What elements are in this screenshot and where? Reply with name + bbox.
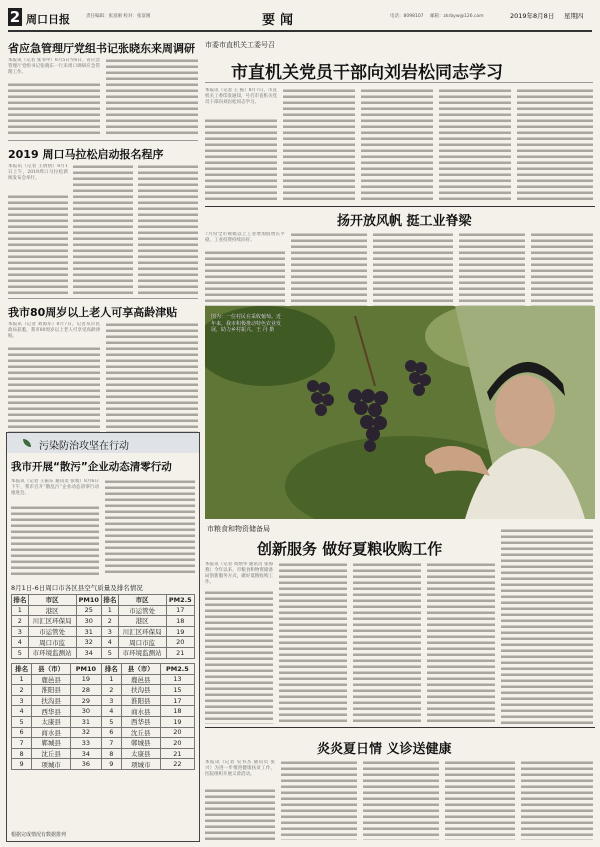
table-cell: 34 <box>71 748 102 759</box>
table-cell: 6 <box>12 727 32 738</box>
pollution-lead: 本报讯（记者 王振东 通讯员 张娟）8月6日下午，我市召开“散乱污”企业动态清零行动推进会。 <box>11 479 99 496</box>
table-cell: 1 <box>12 605 29 616</box>
table-cell: 20 <box>160 727 194 738</box>
table-cell: 29 <box>71 695 102 706</box>
table-header-cell: 县（市） <box>32 664 71 675</box>
table-cell: 28 <box>71 685 102 696</box>
table-cell: 项城市 <box>32 759 71 770</box>
table-cell: 2 <box>12 685 32 696</box>
leaf-icon <box>23 439 31 447</box>
table-cell: 淮阳县 <box>121 695 160 706</box>
table-cell: 5 <box>12 647 29 658</box>
table-cell: 太康县 <box>32 716 71 727</box>
table-cell: 4 <box>102 637 119 648</box>
table-cell: 33 <box>71 738 102 749</box>
table-cell: 5 <box>102 647 119 658</box>
table-cell: 郸城县 <box>32 738 71 749</box>
table-cell: 19 <box>160 716 194 727</box>
table-cell: 18 <box>160 706 194 717</box>
table-header-cell: 排名 <box>12 664 32 675</box>
table-cell: 1 <box>102 605 119 616</box>
table-cell: 30 <box>76 616 101 627</box>
table-cell: 13 <box>160 674 194 685</box>
table-cell: 川汇区环保局 <box>28 616 76 627</box>
table-cell: 西华县 <box>121 716 160 727</box>
table-cell: 鹿邑县 <box>32 674 71 685</box>
table-cell: 5 <box>101 716 121 727</box>
table-cell: 15 <box>160 685 194 696</box>
table-cell: 3 <box>101 695 121 706</box>
table-cell: 4 <box>12 637 29 648</box>
table-cell: 30 <box>71 706 102 717</box>
table-row <box>12 727 195 738</box>
table-cell: 3 <box>102 626 119 637</box>
industry-title: 扬开放风帆 挺工业脊梁 <box>337 214 472 229</box>
table-cell: 商水县 <box>32 727 71 738</box>
table-cell: 31 <box>76 626 101 637</box>
table-cell: 2 <box>101 685 121 696</box>
table-cell: 19 <box>71 674 102 685</box>
table-header-cell: 县（市） <box>121 664 160 675</box>
table-note: 根据完成情况有数据排列 <box>11 832 67 838</box>
feature-lead: 本报讯（记者 王 振）8月7日，市直机关工委印发通知，号召市直机关党员干部向刘岩松同志学习。 <box>205 88 277 105</box>
table-cell: 21 <box>160 748 194 759</box>
editor-meta: 责任编辑：张富刚 校对：张富刚 <box>86 14 151 19</box>
photo-caption: 图为：一位村民在采收葡萄。近年来，我市积极推动特色农业发展，助力乡村振兴。王 丹 摄 <box>211 314 282 333</box>
table-header-cell: PM10 <box>76 595 101 606</box>
table-cell: 9 <box>101 759 121 770</box>
table-header-cell: 市区 <box>118 595 166 606</box>
left-column <box>8 34 198 454</box>
table-cell: 36 <box>71 759 102 770</box>
table-row <box>12 748 195 759</box>
feature-article <box>205 34 595 204</box>
table-cell: 淮阳县 <box>32 685 71 696</box>
table-cell: 市运管处 <box>118 605 166 616</box>
table-row <box>12 626 195 637</box>
industry-article <box>205 206 595 306</box>
table-cell: 市运管处 <box>28 626 76 637</box>
grape-harvest-photo <box>205 306 595 519</box>
table-cell: 周口市监 <box>28 637 76 648</box>
pollution-title: 我市开展“散污”企业动态清零行动 <box>11 461 172 473</box>
table-cell: 项城市 <box>121 759 160 770</box>
table-cell: 西华县 <box>32 706 71 717</box>
table-cell: 17 <box>160 695 194 706</box>
table-cell: 2 <box>12 616 29 627</box>
table-cell: 川汇区环保局 <box>118 626 166 637</box>
table-header-cell: PM2.5 <box>166 595 194 606</box>
table-cell: 1 <box>101 674 121 685</box>
table-cell: 8 <box>12 748 32 759</box>
masthead <box>0 0 600 34</box>
page-number-badge: 2 <box>9 8 21 26</box>
table-header-cell: 排名 <box>13 596 27 605</box>
feature-title: 市直机关党员干部向刘岩松同志学习 <box>231 63 503 83</box>
table-row <box>12 647 195 658</box>
table-cell: 沈丘县 <box>32 748 71 759</box>
table-row <box>12 706 195 717</box>
table-cell: 20 <box>160 738 194 749</box>
grain-article <box>205 520 595 726</box>
grain-lead: 本报讯（记者 周炳华 通讯员 张海燕）今年以来，市粮食和物资储备局创新服务方式，做好夏粮收购工作。 <box>205 562 273 585</box>
table-row <box>12 605 195 616</box>
weekday: 星期四 <box>564 12 584 20</box>
article-lead-marathon: 本报讯（记者 王倩倩）8月1日上午，2019周口马拉松新闻发布会举行。 <box>8 164 68 181</box>
table-cell: 沈丘县 <box>121 727 160 738</box>
table-cell: 31 <box>71 716 102 727</box>
table-row <box>12 674 195 685</box>
table-row <box>12 616 195 627</box>
grain-kicker: 市粮食和物资储备局 <box>207 525 270 533</box>
table-cell: 鹿邑县 <box>121 674 160 685</box>
air-quality-table-urban <box>11 594 195 659</box>
table-row <box>12 738 195 749</box>
air-quality-table-county <box>11 663 195 770</box>
table-cell: 5 <box>12 716 32 727</box>
table-cell: 32 <box>76 637 101 648</box>
table-cell: 郸城县 <box>121 738 160 749</box>
grain-title: 创新服务 做好夏粮收购工作 <box>257 540 443 558</box>
table-cell: 4 <box>12 706 32 717</box>
table-header-cell: 排名 <box>103 596 117 605</box>
table-cell: 8 <box>101 748 121 759</box>
table-cell: 20 <box>166 637 194 648</box>
table-cell: 港区 <box>118 616 166 627</box>
pollution-box <box>6 432 200 842</box>
table-cell: 9 <box>12 759 32 770</box>
table-cell: 扶沟县 <box>32 695 71 706</box>
table-header-cell: PM10 <box>71 664 102 675</box>
table-cell: 6 <box>101 727 121 738</box>
table-cell: 商水县 <box>121 706 160 717</box>
table-row <box>12 637 195 648</box>
table-cell: 25 <box>76 605 101 616</box>
table-cell: 港区 <box>28 605 76 616</box>
table-cell: 32 <box>71 727 102 738</box>
section-title: 要闻 <box>262 13 299 28</box>
table-cell: 7 <box>12 738 32 749</box>
article-title-allowance: 我市80周岁以上老人可享高龄津贴 <box>8 306 178 319</box>
table-row <box>12 685 195 696</box>
date: 2019年8月8日 <box>510 12 555 20</box>
table-cell: 19 <box>166 626 194 637</box>
table-header-cell: PM2.5 <box>160 664 194 675</box>
air-quality-title: 8月1日-6日周口市各区县空气质量及排名情况 <box>11 584 143 592</box>
article-lead-safety: 本报讯（记者 张书中）8月5日至6日，省应急管理厅党组书记张晓东一行来周口调研应急管理工作。 <box>8 58 100 75</box>
paper-name: 周口日报 <box>26 13 70 26</box>
table-cell: 4 <box>101 706 121 717</box>
phone: 电话：8098107 <box>390 14 424 19</box>
table-cell: 扶沟县 <box>121 685 160 696</box>
article-title-marathon: 2019 周口马拉松启动报名程序 <box>8 148 164 161</box>
table-row <box>12 695 195 706</box>
table-cell: 市环境监测站 <box>118 647 166 658</box>
feature-kicker: 市委市直机关工委号召 <box>205 41 275 49</box>
table-header-cell: 排名 <box>101 664 121 675</box>
table-cell: 17 <box>166 605 194 616</box>
industry-lead: 7月份全市规模以上工业增加值增长平稳，工业投资持续向好。 <box>205 232 285 243</box>
table-cell: 34 <box>76 647 101 658</box>
table-cell: 市环境监测站 <box>28 647 76 658</box>
table-cell: 太康县 <box>121 748 160 759</box>
article-lead-allowance: 本报讯（记者 刘海军）8月7日，记者从市民政局获悉，我市80周岁以上老人可享受高龄津贴。 <box>8 322 100 339</box>
table-cell: 22 <box>160 759 194 770</box>
table-cell: 3 <box>12 626 29 637</box>
table-row <box>12 759 195 770</box>
health-article <box>205 728 595 842</box>
table-cell: 1 <box>12 674 32 685</box>
health-title: 炎炎夏日情 义诊送健康 <box>317 742 452 757</box>
table-cell: 2 <box>102 616 119 627</box>
email: 邮箱：zkrbyw@126.com <box>430 14 484 19</box>
table-header-cell: 市区 <box>28 595 76 606</box>
pollution-header: 污染防治攻坚在行动 <box>7 433 199 453</box>
table-cell: 21 <box>166 647 194 658</box>
table-cell: 18 <box>166 616 194 627</box>
health-lead: 本报讯（记者 史书杰 通讯员 张 兴）为进一步推进健康扶贫工作，医院组织开展义诊活动。 <box>205 760 275 777</box>
table-cell: 7 <box>101 738 121 749</box>
table-cell: 周口市监 <box>118 637 166 648</box>
table-cell: 3 <box>12 695 32 706</box>
article-title-safety: 省应急管理厅党组书记张晓东来周调研 <box>8 42 195 55</box>
table-row <box>12 716 195 727</box>
